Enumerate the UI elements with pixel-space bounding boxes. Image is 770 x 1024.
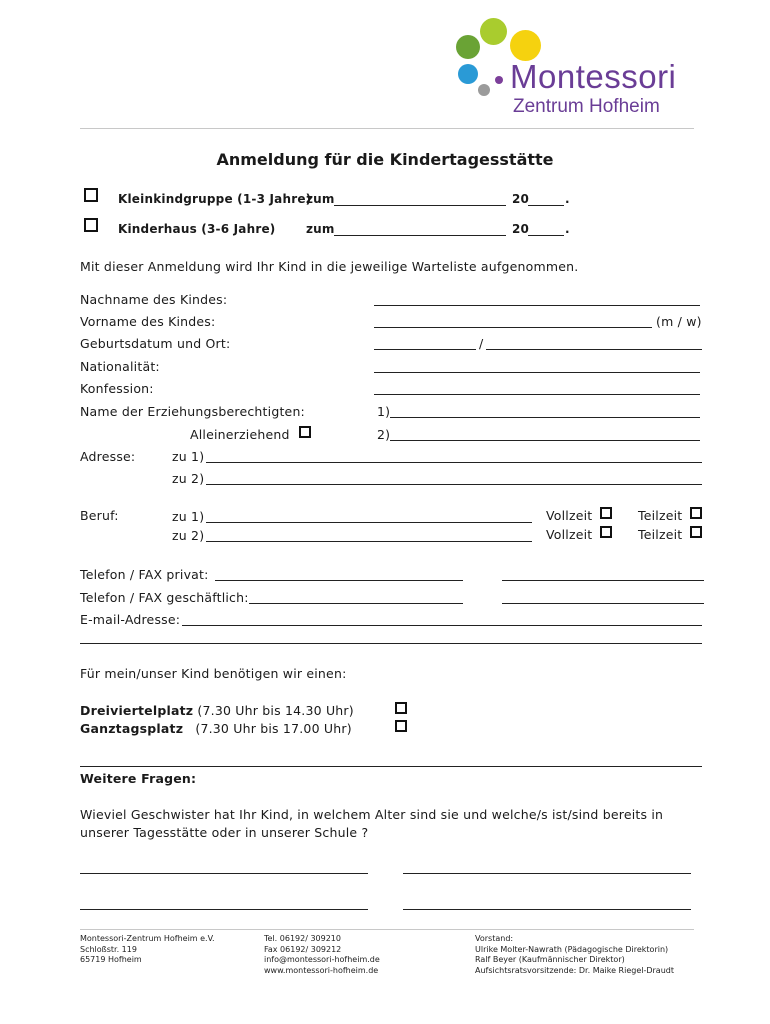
year-line-kleinkind[interactable]: [528, 205, 564, 206]
checkbox-kinderhaus[interactable]: [84, 218, 98, 232]
adresse-zu1: zu 1): [172, 449, 205, 464]
footer-board-1: Ulrike Molter-Nawrath (Pädagogische Direktorin): [475, 944, 669, 954]
footer-contact: [264, 934, 380, 976]
footer-board: [475, 934, 674, 976]
group-period-1: .: [565, 192, 570, 206]
label-telefon-privat: Telefon / FAX privat:: [80, 567, 209, 582]
question-line-1: Wieviel Geschwister hat Ihr Kind, in welchem Alter sind sie und welche/s ist/sind bereits in: [80, 807, 664, 822]
geburt-separator: /: [479, 336, 484, 351]
group-period-2: .: [565, 222, 570, 236]
field-fax-privat[interactable]: [502, 580, 704, 581]
vollzeit-label-1: Vollzeit: [546, 508, 593, 523]
teilzeit-label-1: Teilzeit: [638, 508, 683, 523]
logo-dot-lime: [480, 18, 507, 45]
option-ganztagsplatz-name: Ganztagsplatz: [80, 721, 184, 736]
label-nachname: Nachname des Kindes:: [80, 292, 228, 307]
answer-line-2b[interactable]: [403, 909, 691, 910]
erziehung-index-1: 1): [377, 404, 391, 419]
footer-board-3: Aufsichtsratsvorsitzende: Dr. Maike Riegel-Draudt: [475, 965, 674, 975]
footer-fax: Fax 06192/ 309212: [264, 944, 342, 954]
footer-org: Montessori-Zentrum Hofheim e.V.: [80, 934, 215, 943]
logo-subtitle: Zentrum Hofheim: [513, 96, 660, 117]
field-geburtsdatum[interactable]: [374, 349, 476, 350]
field-nationalitaet[interactable]: [374, 372, 700, 373]
field-vorname[interactable]: [374, 327, 652, 328]
vorname-gender-hint: (m / w): [656, 314, 702, 329]
group-zum-2: zum: [306, 222, 335, 236]
option-dreiviertelplatz: [80, 703, 354, 718]
need-heading: Für mein/unser Kind benötigen wir einen:: [80, 666, 347, 681]
date-line-kinderhaus[interactable]: [334, 235, 506, 236]
label-email: E-mail-Adresse:: [80, 612, 181, 627]
erziehung-index-2: 2): [377, 427, 391, 442]
option-dreiviertelplatz-name: Dreiviertelplatz: [80, 703, 194, 718]
answer-line-1a[interactable]: [80, 873, 368, 874]
logo-dot-gray: [478, 84, 490, 96]
group-label-kleinkind: Kleinkindgruppe (1-3 Jahre): [118, 192, 312, 206]
field-email[interactable]: [182, 625, 702, 626]
footer-website-link[interactable]: www.montessori-hofheim.de: [264, 965, 379, 975]
label-erziehungsberechtigte: Name der Erziehungsberechtigten:: [80, 404, 305, 419]
footer-street: Schloßstr. 119: [80, 944, 137, 954]
checkbox-dreiviertelplatz[interactable]: [395, 702, 407, 714]
footer-divider: [80, 929, 694, 930]
checkbox-ganztagsplatz[interactable]: [395, 720, 407, 732]
label-nationalitaet: Nationalität:: [80, 359, 160, 374]
question-line-2: unserer Tagesstätte oder in unserer Schule ?: [80, 825, 369, 840]
beruf-zu1: zu 1): [172, 509, 205, 524]
teilzeit-label-2: Teilzeit: [638, 527, 683, 542]
group-label-kinderhaus: Kinderhaus (3-6 Jahre): [118, 222, 276, 236]
label-alleinerziehend: Alleinerziehend: [190, 427, 290, 442]
footer-board-heading: Vorstand:: [475, 934, 514, 943]
checkbox-teilzeit-1[interactable]: [690, 507, 702, 519]
footer-tel: Tel. 06192/ 309210: [264, 934, 341, 943]
beruf-zu2: zu 2): [172, 528, 205, 543]
footer-address: [80, 934, 215, 966]
group-zum-1: zum: [306, 192, 335, 206]
group-year-1: 20: [512, 192, 530, 206]
checkbox-vollzeit-1[interactable]: [600, 507, 612, 519]
field-email-continued[interactable]: [80, 643, 702, 644]
option-dreiviertelplatz-detail: (7.30 Uhr bis 14.30 Uhr): [197, 703, 354, 718]
field-geburtsort[interactable]: [486, 349, 702, 350]
option-ganztagsplatz-detail: (7.30 Uhr bis 17.00 Uhr): [195, 721, 352, 736]
logo-dot-blue: [458, 64, 478, 84]
date-line-kleinkind[interactable]: [334, 205, 506, 206]
field-erziehung-1[interactable]: [390, 417, 700, 418]
field-beruf-2[interactable]: [206, 541, 532, 542]
field-erziehung-2[interactable]: [390, 440, 700, 441]
label-geburt: Geburtsdatum und Ort:: [80, 336, 231, 351]
label-adresse: Adresse:: [80, 449, 136, 464]
adresse-zu2: zu 2): [172, 471, 205, 486]
checkbox-vollzeit-2[interactable]: [600, 526, 612, 538]
footer-email-link[interactable]: info@montessori-hofheim.de: [264, 955, 380, 964]
logo-name: Montessori: [510, 58, 677, 95]
footer-city: 65719 Hofheim: [80, 955, 142, 964]
year-line-kinderhaus[interactable]: [528, 235, 564, 236]
logo-dot-purple: [495, 76, 503, 84]
field-nachname[interactable]: [374, 305, 700, 306]
field-adresse-1[interactable]: [206, 462, 702, 463]
field-beruf-1[interactable]: [206, 522, 532, 523]
vollzeit-label-2: Vollzeit: [546, 527, 593, 542]
logo-dot-yellow: [510, 30, 541, 61]
label-telefon-geschaeft: Telefon / FAX geschäftlich:: [80, 590, 249, 605]
header-divider: [80, 128, 694, 129]
label-beruf: Beruf:: [80, 508, 119, 523]
answer-line-2a[interactable]: [80, 909, 368, 910]
footer-board-2: Ralf Beyer (Kaufmännischer Direktor): [475, 955, 625, 964]
checkbox-teilzeit-2[interactable]: [690, 526, 702, 538]
field-adresse-2[interactable]: [206, 484, 702, 485]
label-vorname: Vorname des Kindes:: [80, 314, 216, 329]
checkbox-kleinkindgruppe[interactable]: [84, 188, 98, 202]
field-telefon-privat[interactable]: [215, 580, 463, 581]
option-ganztagsplatz: [80, 721, 352, 736]
answer-line-1b[interactable]: [403, 873, 691, 874]
checkbox-alleinerziehend[interactable]: [299, 426, 311, 438]
field-fax-geschaeft[interactable]: [502, 603, 704, 604]
logo-dot-green: [456, 35, 480, 59]
field-konfession[interactable]: [374, 394, 700, 395]
page-title: Anmeldung für die Kindertagesstätte: [216, 150, 554, 169]
intro-text: Mit dieser Anmeldung wird Ihr Kind in die jeweilige Warteliste aufgenommen.: [80, 259, 579, 274]
group-year-2: 20: [512, 222, 530, 236]
weitere-heading: Weitere Fragen:: [80, 771, 197, 786]
section-divider: [80, 766, 702, 767]
label-konfession: Konfession:: [80, 381, 154, 396]
field-telefon-geschaeft[interactable]: [249, 603, 463, 604]
